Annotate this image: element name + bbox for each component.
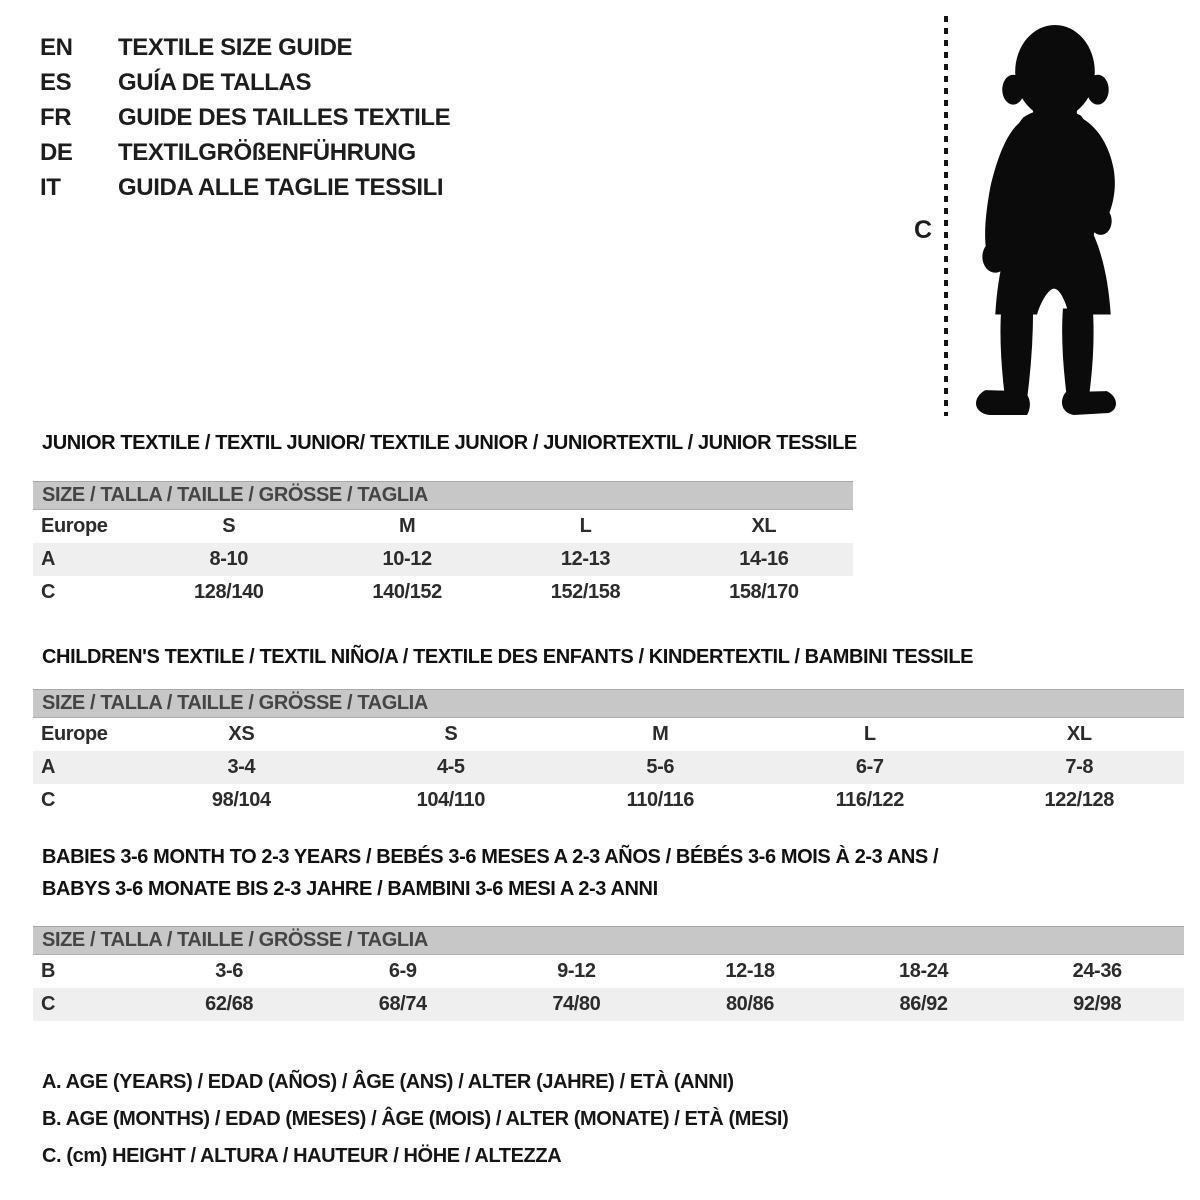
language-title: GUIDA ALLE TAGLIE TESSILI [118,173,444,201]
size-value-cell: 9-12 [557,960,596,982]
row-label: C [41,993,56,1015]
size-value-cell: 98/104 [211,789,271,811]
size-column-header: XL [751,515,777,537]
language-code: EN [40,33,73,61]
legend-line-c: C. (cm) HEIGHT / ALTURA / HAUTEUR / HÖHE / ALTEZZA [42,1145,562,1167]
babies-size-table [33,926,1184,1021]
size-value-cell: 7-8 [1065,756,1094,778]
section-title-babies-line1: BABIES 3-6 MONTH TO 2-3 YEARS / BEBÉS 3-6 MESES A 2-3 AÑOS / BÉBÉS 3-6 MOIS À 2-3 ANS / [42,846,939,868]
row-label: C [41,789,56,811]
size-value-cell: 104/110 [416,789,485,811]
language-code: FR [40,103,72,131]
language-title: TEXTILE SIZE GUIDE [118,33,353,61]
size-header-bar: SIZE / TALLA / TAILLE / GRÖSSE / TAGLIA [33,689,1184,718]
size-value-cell: 110/116 [626,789,694,811]
size-value-cell: 6-7 [855,756,884,778]
table-row-a [33,543,853,576]
size-value-cell: 18-24 [899,960,949,982]
table-row-c [33,784,1184,817]
column-header-row [33,718,1184,751]
size-value-cell: 152/158 [550,581,621,603]
row-label: C [41,581,56,603]
size-column-header: XL [1066,723,1092,745]
language-list [40,30,450,205]
size-value-cell: 8-10 [209,548,248,570]
size-value-cell: 86/92 [899,993,948,1015]
height-measure-label: C [914,216,932,244]
size-column-header: S [222,515,236,537]
size-column-header: L [579,515,592,537]
size-value-cell: 6-9 [388,960,417,982]
legend [42,1064,788,1175]
language-code: ES [40,68,72,96]
column-header-row [33,510,853,543]
size-value-cell: 10-12 [382,548,432,570]
row-label: A [41,756,56,778]
language-row-de [40,135,450,170]
size-value-cell: 62/68 [205,993,254,1015]
row-label: A [41,548,56,570]
section-title-children: CHILDREN'S TEXTILE / TEXTIL NIÑO/A / TEXTILE DES ENFANTS / KINDERTEXTIL / BAMBINI TESSILE [42,646,974,668]
table-row-b [33,955,1184,988]
row-header-label: Europe [41,723,108,745]
language-row-it [40,170,450,205]
size-value-cell: 158/170 [729,581,799,603]
language-code: DE [40,138,73,166]
section-title-babies-line2: BABYS 3-6 MONATE BIS 2-3 JAHRE / BAMBINI 3-6 MESI A 2-3 ANNI [42,878,658,900]
size-value-cell: 4-5 [436,756,465,778]
row-label: B [41,960,56,982]
legend-line-a: A. AGE (YEARS) / EDAD (AÑOS) / ÂGE (ANS) / ALTER (JAHRE) / ETÀ (ANNI) [42,1071,734,1093]
size-value-cell: 80/86 [725,993,774,1015]
junior-size-table [33,481,853,609]
size-value-cell: 74/80 [552,993,601,1015]
language-title: GUIDE DES TAILLES TEXTILE [118,103,451,131]
size-value-cell: 14-16 [739,548,789,570]
size-value-cell: 12-13 [560,548,611,570]
table-row-c [33,576,853,609]
section-title-junior: JUNIOR TEXTILE / TEXTIL JUNIOR/ TEXTILE JUNIOR / JUNIORTEXTIL / JUNIOR TESSILE [42,432,857,454]
language-row-fr [40,100,450,135]
size-value-cell: 12-18 [725,960,775,982]
size-column-header: M [652,723,669,745]
size-column-header: S [444,723,458,745]
size-value-cell: 122/128 [1044,789,1114,811]
size-value-cell: 128/140 [194,581,264,603]
size-column-header: XS [228,723,255,745]
language-row-es [40,65,450,100]
size-column-header: M [399,515,416,537]
height-measure-dashed-line [944,16,948,416]
size-value-cell: 140/152 [372,581,442,603]
size-column-header: L [863,723,876,745]
size-value-cell: 116/122 [835,789,904,811]
size-value-cell: 3-4 [227,756,256,778]
language-title: GUÍA DE TALLAS [118,68,312,96]
size-value-cell: 24-36 [1072,960,1122,982]
language-code: IT [40,173,61,201]
table-row-c [33,988,1184,1021]
size-value-cell: 3-6 [215,960,243,982]
size-value-cell: 92/98 [1073,993,1122,1015]
size-header-bar: SIZE / TALLA / TAILLE / GRÖSSE / TAGLIA [33,481,853,510]
table-row-a [33,751,1184,784]
row-header-label: Europe [41,515,108,537]
size-value-cell: 68/74 [378,993,427,1015]
toddler-silhouette-icon [960,20,1142,418]
language-title: TEXTILGRÖßENFÜHRUNG [118,138,416,166]
language-row-en [40,30,450,65]
size-header-bar: SIZE / TALLA / TAILLE / GRÖSSE / TAGLIA [33,926,1184,955]
children-size-table [33,689,1184,817]
size-value-cell: 5-6 [646,756,675,778]
legend-line-b: B. AGE (MONTHS) / EDAD (MESES) / ÂGE (MOIS) / ALTER (MONATE) / ETÀ (MESI) [42,1108,789,1130]
